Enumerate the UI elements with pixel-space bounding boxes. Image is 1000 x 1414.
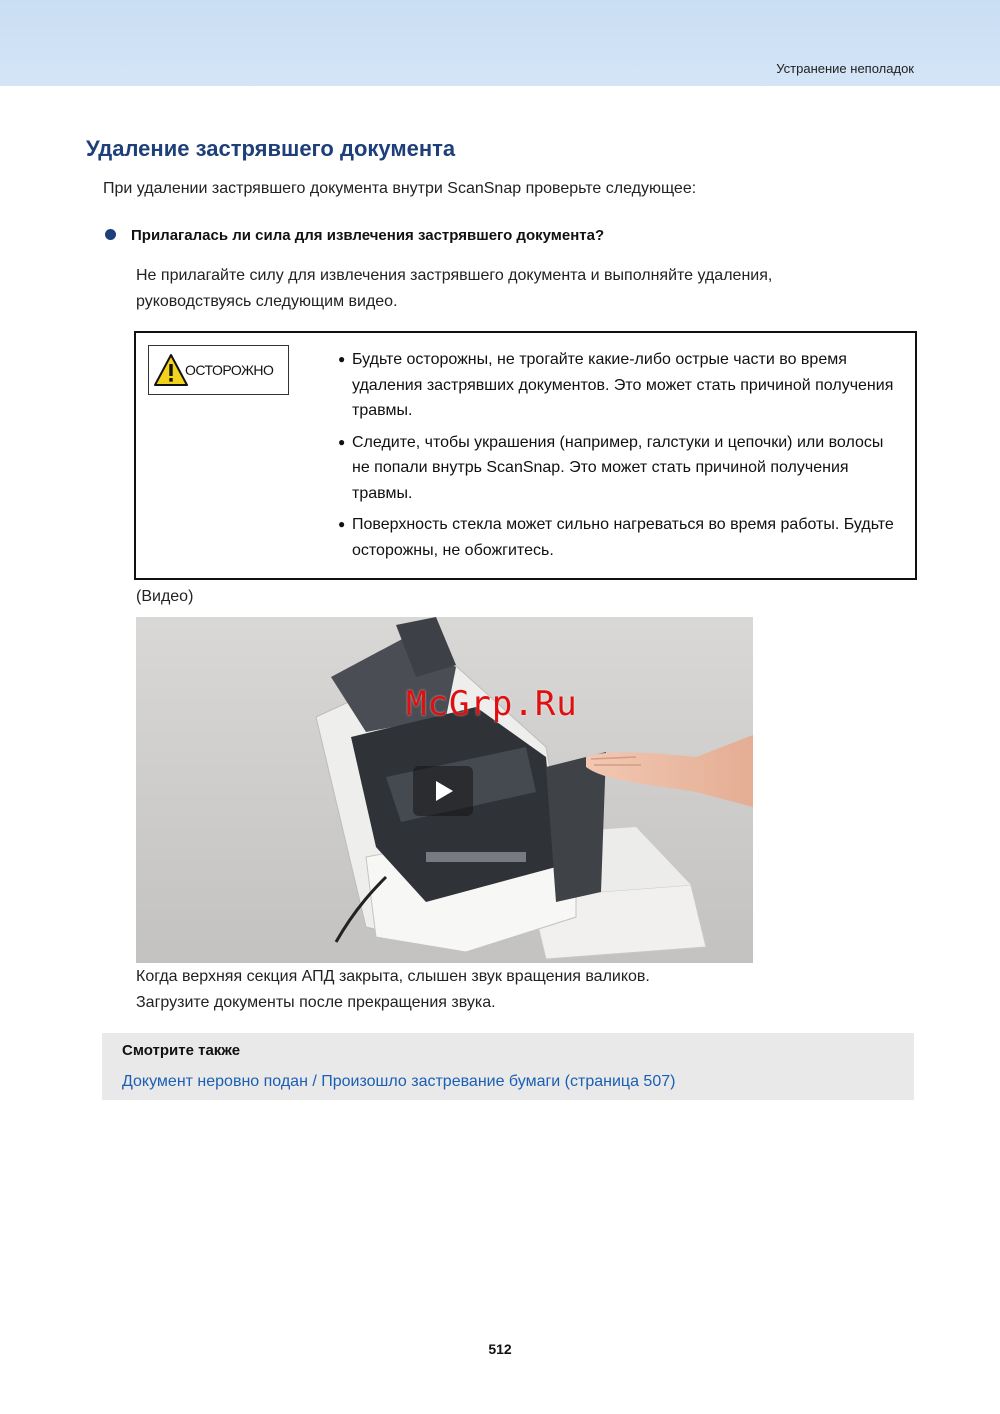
bullet-icon: ●: [338, 434, 346, 449]
caution-label: [148, 345, 289, 395]
play-icon: [413, 766, 473, 816]
caution-box: [134, 331, 917, 580]
video-caption: [136, 964, 650, 1016]
page-number: 512: [488, 1341, 512, 1357]
intro-text: При удалении застрявшего документа внутри ScanSnap проверьте следующее:: [103, 180, 697, 197]
video-caption-line: Загрузите документы после прекращения звука.: [136, 994, 496, 1011]
video-player[interactable]: [136, 617, 753, 963]
instruction-text: Не прилагайте силу для извлечения застрявшего документа и выполняйте удаления, руководствуясь следующим видео.: [136, 267, 773, 310]
video-label: (Видео): [136, 588, 194, 605]
caution-item: [338, 512, 898, 563]
warning-triangle-icon: [153, 353, 189, 387]
see-also-title: Смотрите также: [122, 1042, 241, 1059]
play-button[interactable]: [413, 766, 473, 816]
bullet-icon: [105, 229, 116, 240]
caution-item-text: Следите, чтобы украшения (например, галстуки и цепочки) или волосы не попали внутрь ScanSnap. Это может стать причиной получения травмы.: [352, 433, 884, 502]
see-also-link[interactable]: Документ неровно подан / Произошло застревание бумаги (страница 507): [122, 1073, 676, 1090]
video-caption-line: Когда верхняя секция АПД закрыта, слышен звук вращения валиков.: [136, 968, 650, 985]
watermark: McGrp.Ru: [406, 684, 578, 724]
caution-item: [338, 347, 898, 424]
see-also-box: [102, 1033, 914, 1100]
header-section-title: Устранение неполадок: [776, 61, 914, 76]
caution-label-text: ОСТОРОЖНО: [185, 362, 274, 378]
page-title: Удаление застрявшего документа: [86, 136, 456, 161]
caution-item: [338, 430, 898, 507]
question-heading: Прилагалась ли сила для извлечения застрявшего документа?: [131, 227, 605, 244]
bullet-icon: ●: [338, 517, 346, 531]
caution-item-text: Поверхность стекла может сильно нагреваться во время работы. Будьте осторожны, не обожгитесь.: [352, 516, 894, 559]
bullet-icon: ●: [338, 352, 346, 366]
caution-list: [338, 347, 898, 569]
caution-item-text: Будьте осторожны, не трогайте какие-либо острые части во время удаления застрявших документов. Это может стать причиной получения травмы.: [352, 351, 894, 419]
